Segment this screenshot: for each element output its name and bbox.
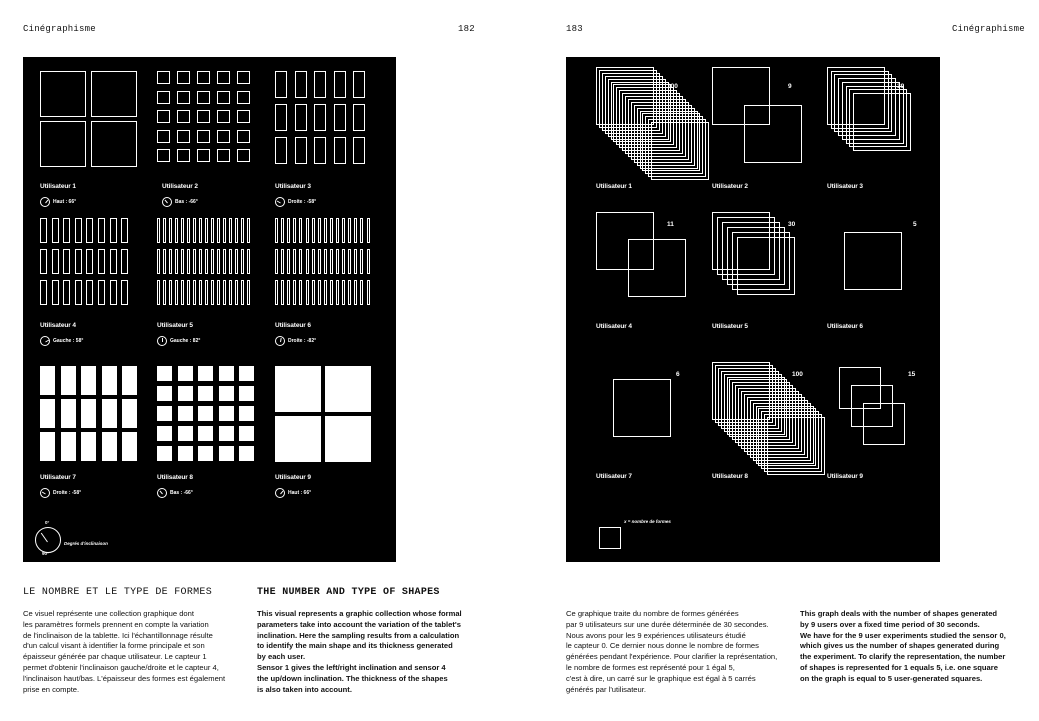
running-head-right: Cinégraphisme	[952, 24, 1025, 34]
legend-square	[599, 527, 621, 549]
inclination-readout: Droite : -58°	[275, 197, 316, 207]
user-label: Utilisateur 3	[275, 183, 311, 190]
filled-shape	[198, 426, 213, 441]
filled-shape	[219, 366, 234, 381]
outline-shape	[367, 249, 370, 274]
outline-shape	[223, 249, 226, 274]
outline-shape	[247, 280, 250, 305]
filled-shape	[81, 399, 96, 428]
shape-count: 100	[667, 83, 678, 90]
outline-shape	[52, 249, 59, 274]
outline-shape	[247, 218, 250, 243]
filled-shape	[61, 432, 76, 461]
count-square	[767, 417, 825, 475]
figure-right-panel	[566, 57, 940, 562]
outline-shape	[199, 280, 202, 305]
outline-shape	[334, 104, 346, 131]
outline-shape	[353, 71, 365, 98]
outline-shape	[177, 149, 190, 162]
count-square	[651, 122, 709, 180]
outline-shape	[229, 280, 232, 305]
inclination-readout: Droite : -82°	[275, 336, 316, 346]
outline-shape	[360, 218, 363, 243]
outline-shape	[330, 218, 333, 243]
outline-shape	[334, 137, 346, 164]
filled-shape	[219, 446, 234, 461]
outline-shape	[353, 104, 365, 131]
filled-shape	[81, 432, 96, 461]
outline-shape	[98, 280, 105, 305]
section-title-en: THE NUMBER AND TYPE OF SHAPES	[257, 587, 440, 598]
outline-shape	[295, 71, 307, 98]
inclination-readout: Bas : -66°	[162, 197, 198, 207]
user-label: Utilisateur 4	[40, 322, 76, 329]
outline-shape	[229, 249, 232, 274]
filled-shape	[178, 386, 193, 401]
filled-shape	[81, 366, 96, 395]
outline-shape	[52, 280, 59, 305]
outline-shape	[354, 280, 357, 305]
filled-shape	[198, 406, 213, 421]
dial-icon	[275, 336, 285, 346]
dial-icon	[275, 488, 285, 498]
inclination-readout: Bas : -66°	[157, 488, 193, 498]
outline-shape	[181, 218, 184, 243]
outline-shape	[275, 71, 287, 98]
dial-icon	[40, 336, 50, 346]
outline-shape	[86, 249, 93, 274]
filled-shape	[219, 426, 234, 441]
outline-shape	[281, 249, 284, 274]
outline-shape	[197, 130, 210, 143]
dial-icon	[162, 197, 172, 207]
user-label: Utilisateur 7	[40, 474, 76, 481]
outline-shape	[237, 91, 250, 104]
outline-shape	[275, 249, 278, 274]
outline-shape	[110, 280, 117, 305]
outline-shape	[157, 71, 170, 84]
outline-shape	[175, 249, 178, 274]
outline-shape	[235, 280, 238, 305]
outline-shape	[312, 218, 315, 243]
outline-shape	[157, 130, 170, 143]
shape-count: 9	[788, 83, 792, 90]
dial-icon	[157, 336, 167, 346]
outline-shape	[163, 249, 166, 274]
filled-shape	[40, 366, 55, 395]
outline-shape	[211, 249, 214, 274]
outline-shape	[324, 280, 327, 305]
outline-shape	[330, 280, 333, 305]
count-square	[863, 403, 905, 445]
shape-count: 39	[897, 83, 905, 90]
filled-shape	[198, 386, 213, 401]
outline-shape	[287, 280, 290, 305]
outline-shape	[75, 249, 82, 274]
outline-shape	[98, 249, 105, 274]
outline-shape	[306, 218, 309, 243]
outline-shape	[217, 149, 230, 162]
outline-shape	[235, 249, 238, 274]
user-label: Utilisateur 6	[827, 323, 863, 330]
dial-icon	[275, 197, 285, 207]
outline-shape	[197, 71, 210, 84]
outline-shape	[40, 218, 47, 243]
outline-shape	[205, 218, 208, 243]
user-label: Utilisateur 3	[827, 183, 863, 190]
filled-shape	[178, 366, 193, 381]
outline-shape	[63, 218, 70, 243]
outline-shape	[181, 249, 184, 274]
outline-shape	[199, 218, 202, 243]
body-text-fr-left: Ce visuel représente une collection graphique dont les paramètres formels prennent en compte la variation de l'inclinaison de la tablette. Ici l'échantillonnage résulte d'un calcul visant à identifier la forme principale et son épaisseur générée par chaque utilisateur. Le capteur 1 permet d'obtenir l'inclinaison gauche/droite et le capteur 4, l'inclinaison haut/bas. L'épaisseur des formes est également prise en compte.	[23, 609, 226, 694]
outline-shape	[157, 249, 160, 274]
outline-shape	[241, 218, 244, 243]
outline-shape	[187, 218, 190, 243]
outline-shape	[281, 218, 284, 243]
filled-shape	[102, 432, 117, 461]
outline-shape	[306, 280, 309, 305]
legend-top-value: 0°	[45, 520, 50, 525]
outline-shape	[336, 249, 339, 274]
filled-shape	[219, 406, 234, 421]
user-label: Utilisateur 7	[596, 473, 632, 480]
outline-shape	[181, 280, 184, 305]
outline-shape	[217, 249, 220, 274]
outline-shape	[287, 249, 290, 274]
outline-shape	[52, 218, 59, 243]
outline-shape	[324, 249, 327, 274]
outline-shape	[348, 218, 351, 243]
outline-shape	[121, 249, 128, 274]
outline-shape	[110, 249, 117, 274]
outline-shape	[121, 218, 128, 243]
outline-shape	[175, 218, 178, 243]
outline-shape	[360, 249, 363, 274]
outline-shape	[342, 280, 345, 305]
count-square	[613, 379, 671, 437]
outline-shape	[157, 149, 170, 162]
outline-shape	[299, 218, 302, 243]
filled-shape	[122, 366, 137, 395]
outline-shape	[318, 280, 321, 305]
outline-shape	[237, 130, 250, 143]
outline-shape	[324, 218, 327, 243]
outline-shape	[199, 249, 202, 274]
filled-shape	[219, 386, 234, 401]
user-label: Utilisateur 6	[275, 322, 311, 329]
outline-shape	[237, 71, 250, 84]
filled-shape	[198, 446, 213, 461]
outline-shape	[336, 280, 339, 305]
outline-shape	[157, 218, 160, 243]
shape-count: 30	[788, 221, 796, 228]
user-label: Utilisateur 4	[596, 323, 632, 330]
body-text-en-right: This graph deals with the number of shapes generated by 9 users over a fixed time period of 30 seconds. We have for the 9 user experiments studied the sensor 0, which gives us the number of shapes generated during the experiment. To clarify the representation, the number of shapes is represented for 1 equals 5, i.e. one square on the graph is equal to 5 user-generated squares.	[800, 609, 1006, 683]
outline-shape	[299, 280, 302, 305]
body-text-en-left: This visual represents a graphic collection whose formal parameters take into account the variation of the tablet's inclination. Here the sampling results from a calculation to identify the main shape and its thickness generated by each user. Sensor 1 gives the left/right inclination and sensor 4 the up/down inclination. The thickness of the shapes is also taken into account.	[257, 609, 462, 694]
outline-shape	[235, 218, 238, 243]
body-text-fr-right: Ce graphique traite du nombre de formes générées par 9 utilisateurs sur une durée déterminée de 30 secondes. Nous avons pour les 9 expériences utilisateurs étudié le capteur 0. Ce dernier nous donne le nombre de formes générées pendant l'expérience. Pour clarifier la représentation, le nombre de formes est représenté pour 1 égal 5, c'est à dire, un carré sur le graphique est égal à 5 carrés générés par l'utilisateur.	[566, 609, 778, 694]
outline-shape	[177, 130, 190, 143]
outline-shape	[318, 218, 321, 243]
outline-shape	[312, 249, 315, 274]
filled-shape	[61, 399, 76, 428]
shape-count: 5	[913, 221, 917, 228]
outline-shape	[287, 218, 290, 243]
filled-shape	[239, 426, 254, 441]
filled-shape	[157, 386, 172, 401]
filled-shape	[157, 446, 172, 461]
outline-shape	[163, 218, 166, 243]
inclination-readout: Haut : 66°	[40, 197, 76, 207]
outline-shape	[193, 249, 196, 274]
outline-shape	[330, 249, 333, 274]
count-square	[853, 93, 911, 151]
outline-shape	[293, 249, 296, 274]
outline-shape	[367, 218, 370, 243]
outline-shape	[121, 280, 128, 305]
outline-shape	[40, 249, 47, 274]
running-head-left: Cinégraphisme	[23, 24, 96, 34]
outline-shape	[110, 218, 117, 243]
outline-shape	[299, 249, 302, 274]
outline-shape	[169, 249, 172, 274]
page-number-left: 182	[458, 24, 475, 34]
outline-shape	[197, 110, 210, 123]
outline-shape	[217, 110, 230, 123]
shape-count: 100	[792, 371, 803, 378]
outline-shape	[314, 137, 326, 164]
filled-shape	[157, 426, 172, 441]
filled-shape	[122, 432, 137, 461]
filled-shape	[178, 426, 193, 441]
outline-shape	[342, 249, 345, 274]
user-label: Utilisateur 8	[157, 474, 193, 481]
outline-shape	[217, 130, 230, 143]
outline-shape	[318, 249, 321, 274]
outline-shape	[193, 280, 196, 305]
outline-shape	[177, 110, 190, 123]
filled-shape	[198, 366, 213, 381]
outline-shape	[295, 137, 307, 164]
outline-shape	[197, 91, 210, 104]
outline-shape	[211, 280, 214, 305]
outline-shape	[217, 91, 230, 104]
outline-shape	[187, 280, 190, 305]
outline-shape	[293, 280, 296, 305]
filled-shape	[239, 446, 254, 461]
outline-shape	[177, 91, 190, 104]
inclination-readout: Droite : -58°	[40, 488, 81, 498]
user-label: Utilisateur 5	[712, 323, 748, 330]
outline-shape	[306, 249, 309, 274]
inclination-readout: Gauche : 58°	[40, 336, 83, 346]
outline-shape	[241, 280, 244, 305]
outline-shape	[157, 110, 170, 123]
outline-shape	[197, 149, 210, 162]
outline-shape	[348, 249, 351, 274]
outline-shape	[348, 280, 351, 305]
outline-shape	[354, 249, 357, 274]
dial-icon	[157, 488, 167, 498]
filled-shape	[157, 366, 172, 381]
outline-shape	[205, 280, 208, 305]
outline-shape	[157, 91, 170, 104]
filled-shape	[239, 386, 254, 401]
outline-shape	[229, 218, 232, 243]
user-label: Utilisateur 1	[596, 183, 632, 190]
outline-shape	[86, 280, 93, 305]
outline-shape	[169, 280, 172, 305]
legend-text: x = nombre de formes	[624, 519, 671, 524]
filled-shape	[61, 366, 76, 395]
outline-shape	[295, 104, 307, 131]
outline-shape	[175, 280, 178, 305]
shape-count: 11	[667, 221, 674, 228]
outline-shape	[187, 249, 190, 274]
count-square	[844, 232, 902, 290]
outline-shape	[314, 104, 326, 131]
outline-shape	[157, 280, 160, 305]
legend-dial-icon	[35, 527, 61, 553]
user-label: Utilisateur 8	[712, 473, 748, 480]
outline-shape	[314, 71, 326, 98]
filled-shape	[157, 406, 172, 421]
outline-shape	[75, 280, 82, 305]
outline-shape	[275, 280, 278, 305]
outline-shape	[354, 218, 357, 243]
outline-shape	[241, 249, 244, 274]
dial-icon	[40, 197, 50, 207]
outline-shape	[247, 249, 250, 274]
outline-shape	[342, 218, 345, 243]
outline-shape	[177, 71, 190, 84]
user-label: Utilisateur 9	[827, 473, 863, 480]
filled-shape	[40, 432, 55, 461]
filled-shape	[122, 399, 137, 428]
count-square	[737, 237, 795, 295]
outline-shape	[334, 71, 346, 98]
outline-shape	[275, 104, 287, 131]
outline-shape	[312, 280, 315, 305]
filled-shape	[239, 366, 254, 381]
shape-count: 15	[908, 371, 916, 378]
outline-shape	[275, 137, 287, 164]
inclination-readout: Haut : 66°	[275, 488, 311, 498]
user-label: Utilisateur 2	[162, 183, 198, 190]
outline-shape	[293, 218, 296, 243]
outline-shape	[223, 218, 226, 243]
filled-shape	[102, 366, 117, 395]
outline-shape	[205, 249, 208, 274]
figure-left-panel	[23, 57, 396, 562]
shape-count: 6	[676, 371, 680, 378]
outline-shape	[217, 218, 220, 243]
legend-text: Degrés d'inclinaison	[64, 541, 108, 546]
section-title-fr: LE NOMBRE ET LE TYPE DE FORMES	[23, 587, 213, 598]
outline-shape	[169, 218, 172, 243]
filled-shape	[239, 406, 254, 421]
outline-shape	[367, 280, 370, 305]
outline-shape	[217, 71, 230, 84]
user-label: Utilisateur 5	[157, 322, 193, 329]
user-label: Utilisateur 2	[712, 183, 748, 190]
filled-shape	[178, 406, 193, 421]
outline-shape	[237, 110, 250, 123]
outline-shape	[281, 280, 284, 305]
user-label: Utilisateur 1	[40, 183, 76, 190]
filled-shape	[178, 446, 193, 461]
dial-icon	[40, 488, 50, 498]
outline-shape	[63, 249, 70, 274]
outline-shape	[193, 218, 196, 243]
outline-shape	[353, 137, 365, 164]
outline-shape	[223, 280, 226, 305]
outline-shape	[75, 218, 82, 243]
page-number-right: 183	[566, 24, 583, 34]
outline-shape	[163, 280, 166, 305]
outline-shape	[63, 280, 70, 305]
count-square	[744, 105, 802, 163]
legend-bottom-value: 90°	[42, 551, 49, 556]
outline-shape	[336, 218, 339, 243]
filled-shape	[102, 399, 117, 428]
outline-shape	[86, 218, 93, 243]
inclination-readout: Gauche : 82°	[157, 336, 200, 346]
outline-shape	[275, 218, 278, 243]
filled-shape	[40, 399, 55, 428]
outline-shape	[98, 218, 105, 243]
outline-shape	[211, 218, 214, 243]
count-square	[628, 239, 686, 297]
outline-shape	[360, 280, 363, 305]
outline-shape	[40, 280, 47, 305]
outline-shape	[217, 280, 220, 305]
outline-shape	[237, 149, 250, 162]
user-label: Utilisateur 9	[275, 474, 311, 481]
